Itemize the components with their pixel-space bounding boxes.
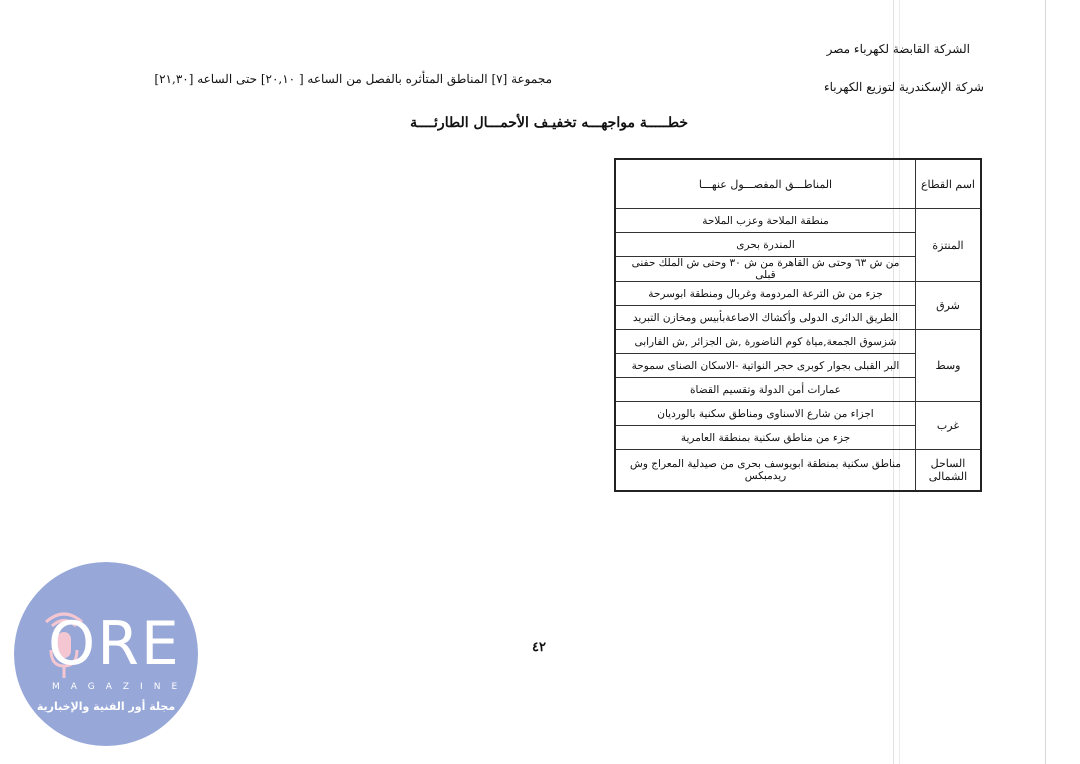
group-schedule-line: مجموعة [٧] المناطق المتأثره بالفصل من الساعه [ ٢٠,١٠] حتى الساعه [٢١,٣٠] [154,72,552,86]
outage-areas-table [614,158,982,492]
area-cell: شزسوق الجمعة,مياة كوم الناضورة ,ش الجزائر ,ش الفارابى [615,330,916,354]
column-header-areas: المناطـــق المفصـــول عنهـــا [615,159,916,209]
area-cell: منطقة الملاحة وعزب الملاحة [615,209,916,233]
area-cell: جزء من مناطق سكنية بمنطقة العامرية [615,426,916,450]
company-holding-name: الشركة القابضة لكهرباء مصر [826,42,970,56]
area-cell: المندرة بحرى [615,233,916,257]
sector-name: المنتزة [916,209,982,282]
scan-line [1045,0,1046,764]
area-cell: الطريق الدائرى الدولى وأكشاك الاصاعةبأبيس ومخازن التبريد [615,306,916,330]
table-row [615,282,981,306]
sector-name: غرب [916,402,982,450]
sector-name: شرق [916,282,982,330]
watermark-logo [14,562,198,746]
area-cell: عمارات أمن الدولة وتقسيم القضاة [615,378,916,402]
column-header-sector: اسم القطاع [916,159,982,209]
table-row [615,450,981,492]
page-number: ٤٢ [532,640,546,655]
area-cell: البر القبلى بجوار كوبرى حجر النواتية -الاسكان الصناى سموحة [615,354,916,378]
sector-name: وسط [916,330,982,402]
logo-subtitle: MAGAZINE [52,682,189,692]
plan-title: خطـــــة مواجهـــه تخفيـف الأحمـــال الطارئــــة [410,115,688,131]
area-cell: اجزاء من شارع الاسناوى ومناطق سكنية بالورديان [615,402,916,426]
sector-name: الساحل الشمالى [916,450,982,492]
table-row [615,402,981,426]
company-distribution-name: شركة الإسكندرية لتوزيع الكهرباء [823,80,984,94]
area-cell: جزء من ش الترعة المردومة وغربال ومنطقة ابوسرحة [615,282,916,306]
table-row [615,330,981,354]
logo-caption: مجلة أور الفنية والإخبارية [36,700,176,713]
area-cell: مناطق سكنية بمنطقة ابويوسف بحرى من صيدلية المعراج وش ريدمبكس [615,450,916,492]
table-row [615,209,981,233]
table-header-row [615,159,981,209]
logo-wordmark: ORE [48,609,181,679]
area-cell: من ش ٦٣ وحتى ش القاهرة من ش ٣٠ وحتى ش الملك حفنى قبلى [615,257,916,282]
